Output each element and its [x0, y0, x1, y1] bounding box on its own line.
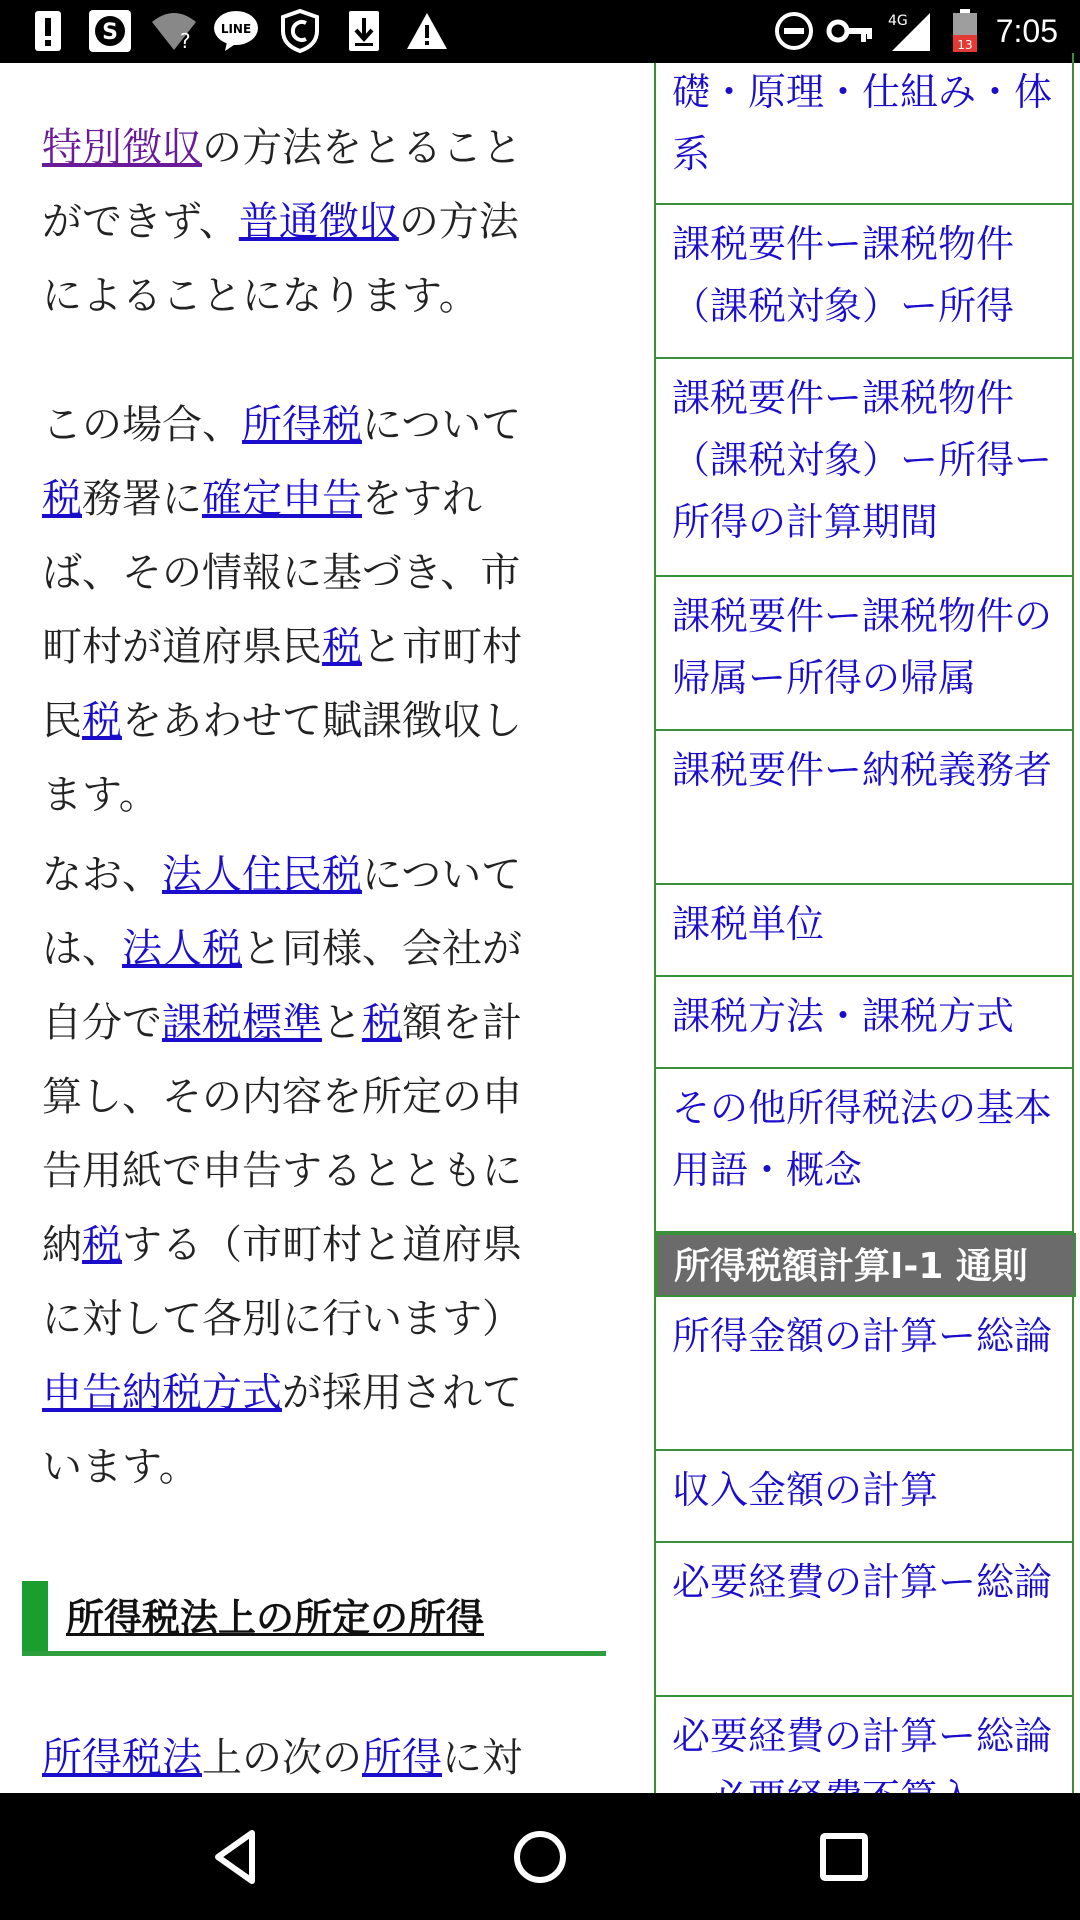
link-zei[interactable]: 税: [42, 476, 82, 522]
sidebar-item[interactable]: 必要経費の計算ー総論: [656, 1543, 1074, 1697]
paragraph: [42, 111, 552, 333]
link-shinkoku-nozei-hoshiki[interactable]: 申告納税方式: [42, 1370, 282, 1416]
text: をすれば、その情報に基づき、市町村が道府県民: [42, 476, 521, 670]
signal-icon: [886, 8, 932, 54]
article-body: [0, 63, 650, 1793]
sidebar-item[interactable]: その他所得税法の基本用語・概念: [656, 1069, 1074, 1233]
sidebar-item[interactable]: 課税単位: [656, 885, 1074, 977]
text: する（市町村と道府県に対して各別に行います）: [42, 1222, 522, 1342]
svg-text:LINE: LINE: [220, 22, 252, 36]
text: については、: [42, 852, 522, 972]
link-shotokuzei[interactable]: 所得税: [242, 402, 362, 448]
text: をあわせて賦課徴収します。: [42, 698, 522, 818]
sidebar-section-header: 所得税額計算I-1 通則: [656, 1233, 1076, 1297]
sidebar-item[interactable]: 課税要件ー課税物件の帰属ー所得の帰属: [656, 577, 1074, 731]
text: と同様、会社が自分で: [42, 926, 522, 1046]
section-title[interactable]: 所得税法上の所定の所得: [66, 1596, 485, 1640]
link-shotokuzeiho[interactable]: 所得税法: [42, 1735, 202, 1781]
download-icon: [344, 8, 384, 54]
svg-text:13: 13: [957, 38, 973, 52]
link-shotoku[interactable]: 所得: [362, 1735, 442, 1781]
link-zei[interactable]: 税: [362, 1000, 402, 1046]
svg-text:S: S: [102, 20, 118, 45]
link-tokubetsu-chosyu[interactable]: 特別徴収: [42, 125, 202, 171]
shield-icon: [278, 8, 322, 54]
link-zei[interactable]: 税: [82, 698, 122, 744]
skype-icon: [86, 8, 134, 54]
section-heading: [22, 1581, 606, 1656]
link-zei[interactable]: 税: [82, 1222, 122, 1268]
text: の方法をとることができず、: [42, 125, 522, 245]
link-hojinzei[interactable]: 法人税: [122, 926, 242, 972]
link-kakutei-shinkoku[interactable]: 確定申告: [202, 476, 362, 522]
text: に対: [442, 1735, 522, 1781]
navigation-bar: [0, 1793, 1080, 1920]
paragraph: [42, 838, 552, 1504]
battery-icon: [950, 8, 980, 54]
back-icon[interactable]: [200, 1821, 272, 1893]
text: この場合、: [42, 402, 242, 448]
link-hojin-juminzei[interactable]: 法人住民税: [162, 852, 362, 898]
warning-icon: [404, 8, 450, 54]
link-kazei-hyojun[interactable]: 課税標準: [162, 1000, 322, 1046]
home-icon[interactable]: [504, 1821, 576, 1893]
sidebar-item[interactable]: 課税方法・課税方式: [656, 977, 1074, 1069]
text: 務署に: [82, 476, 202, 522]
sidebar-nav: [654, 63, 1076, 1793]
text: について: [362, 402, 522, 448]
sidebar-item[interactable]: 収入金額の計算: [656, 1451, 1074, 1543]
heading-accent-bar: [22, 1581, 48, 1651]
line-icon: [212, 8, 260, 54]
alert-icon: [30, 8, 66, 54]
sidebar-item[interactable]: 課税要件ー納税義務者: [656, 731, 1074, 885]
recents-icon[interactable]: [808, 1821, 880, 1893]
clock: 7:05: [995, 13, 1058, 49]
sidebar-item[interactable]: 課税要件ー課税物件（課税対象）ー所得: [656, 205, 1074, 359]
text: 額を計算し、その内容を所定の申告用紙で申告するとともに納: [42, 1000, 522, 1268]
vpn-key-icon: [826, 8, 874, 54]
text: が採用されています。: [42, 1370, 522, 1490]
svg-text:?: ?: [180, 29, 191, 53]
text: と市町村民: [42, 624, 522, 744]
text: の方法によることになります。: [42, 199, 519, 319]
sidebar-item[interactable]: 所得金額の計算ー総論: [656, 1297, 1074, 1451]
link-zei[interactable]: 税: [322, 624, 362, 670]
page-content: [0, 63, 1080, 1793]
link-futsu-chosyu[interactable]: 普通徴収: [238, 199, 399, 245]
text: なお、: [42, 852, 162, 898]
text: 上の次の: [202, 1735, 362, 1781]
paragraph: [42, 388, 552, 832]
wifi-question-icon: [150, 8, 198, 54]
text: と: [322, 1000, 362, 1046]
sidebar-item[interactable]: 課税要件ー課税物件（課税対象）ー所得ー所得の計算期間: [656, 359, 1074, 577]
svg-text:4G: 4G: [888, 13, 908, 29]
sidebar-item[interactable]: 必要経費の計算ー総論: [656, 1697, 1074, 1851]
sidebar-item[interactable]: 礎・原理・仕組み・体系: [656, 53, 1074, 205]
do-not-disturb-icon: [772, 8, 816, 54]
